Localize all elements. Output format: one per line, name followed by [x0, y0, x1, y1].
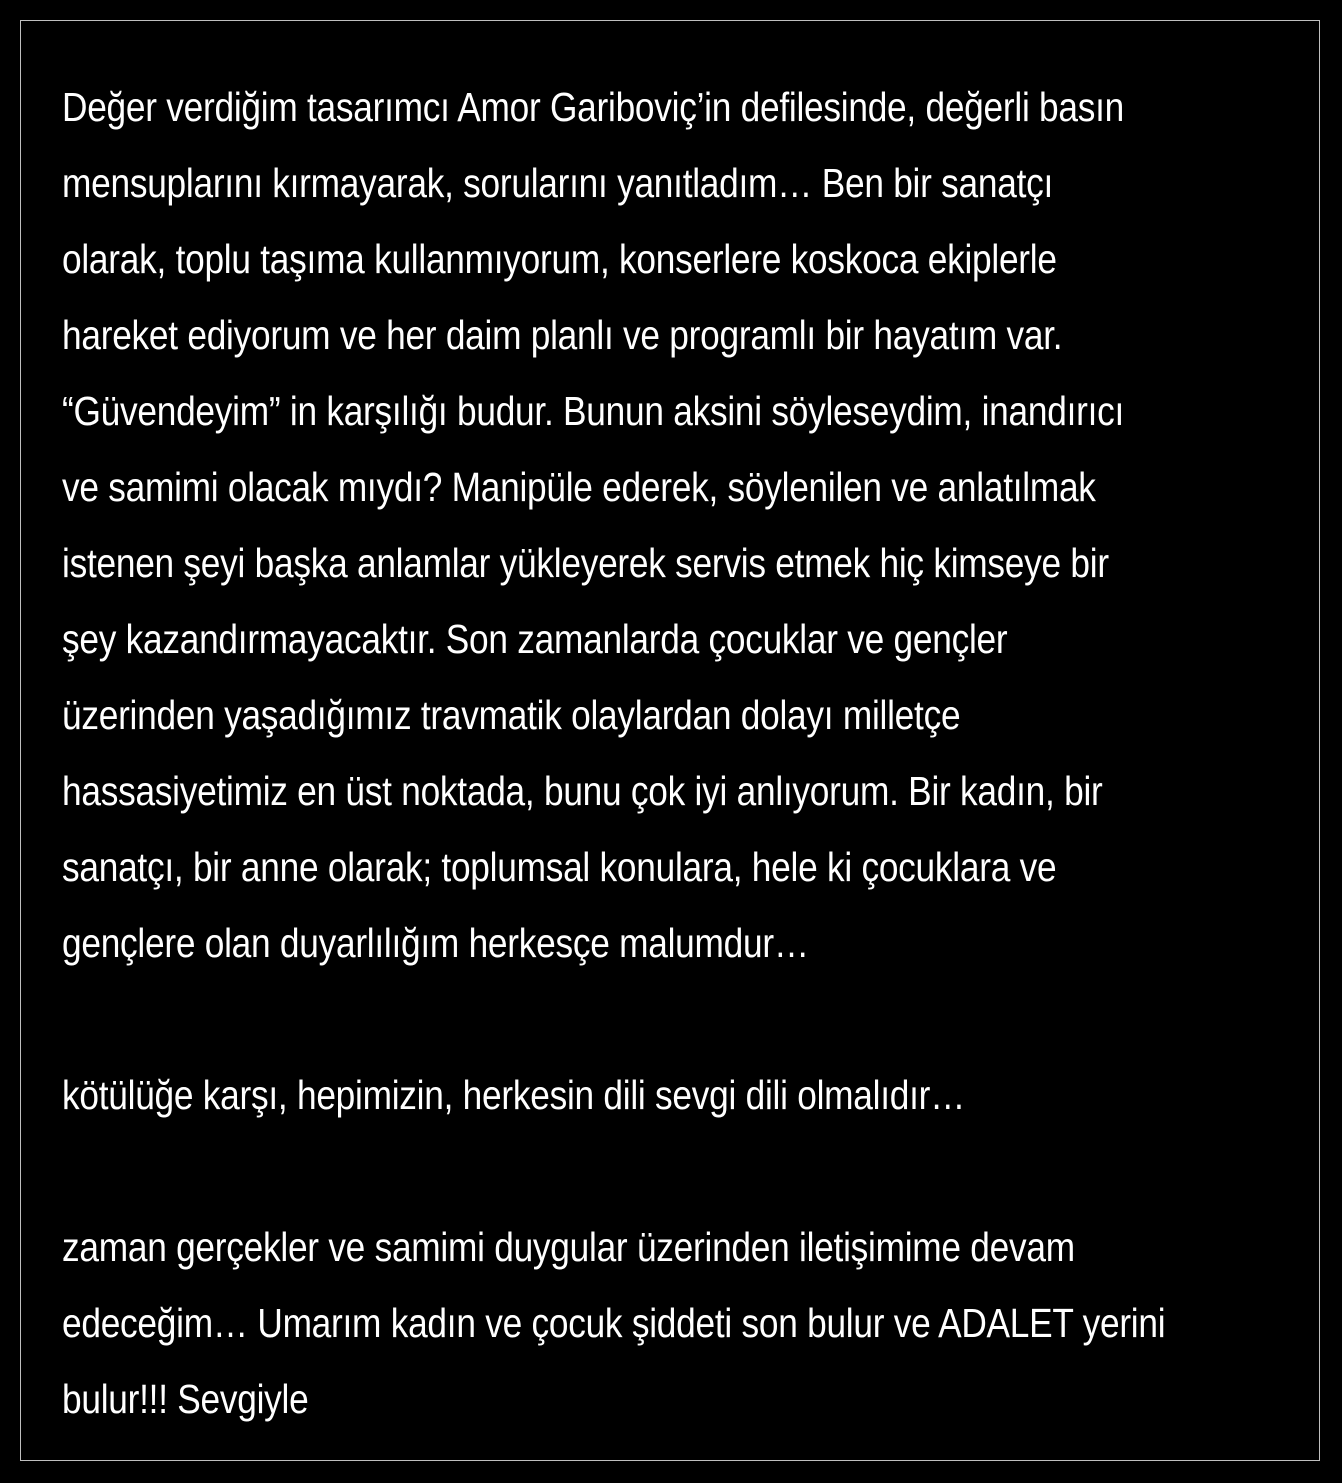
- text-line: şey kazandırmayacaktır. Son zamanlarda çocuklar ve gençler: [62, 616, 1008, 662]
- text-line: ve samimi olacak mıydı? Manipüle ederek, söylenilen ve anlatılmak: [62, 464, 1096, 510]
- text-line: sanatçı, bir anne olarak; toplumsal konulara, hele ki çocuklara ve: [62, 844, 1057, 890]
- text-line: olarak, toplu taşıma kullanmıyorum, konserlere koskoca ekiplerle: [62, 236, 1057, 282]
- statement-frame: [20, 20, 1320, 1461]
- paragraph-gap: [62, 1133, 1128, 1209]
- text-line: zaman gerçekler ve samimi duygular üzerinden iletişimime devam: [62, 1224, 1075, 1270]
- text-line: edeceğim… Umarım kadın ve çocuk şiddeti son bulur ve ADALET yerini: [62, 1300, 1166, 1346]
- text-line: kötülüğe karşı, hepimizin, herkesin dili sevgi dili olmalıdır…: [62, 1072, 966, 1118]
- text-line: Değer verdiğim tasarımcı Amor Gariboviç’in defilesinde, değerli basın: [62, 84, 1125, 130]
- text-line: mensuplarını kırmayarak, sorularını yanıtladım… Ben bir sanatçı: [62, 160, 1054, 206]
- text-line: hassasiyetimiz en üst noktada, bunu çok iyi anlıyorum. Bir kadın, bir: [62, 768, 1103, 814]
- text-line: gençlere olan duyarlılığım herkesçe malumdur…: [62, 920, 809, 966]
- paragraph-gap: [62, 981, 1128, 1057]
- text-line: “Güvendeyim” in karşılığı budur. Bunun aksini söyleseydim, inandırıcı: [62, 388, 1125, 434]
- statement-text: [62, 69, 1166, 1437]
- text-line: üzerinden yaşadığımız travmatik olaylardan dolayı milletçe: [62, 692, 961, 738]
- text-line: bulur!!! Sevgiyle: [62, 1376, 309, 1422]
- text-line: hareket ediyorum ve her daim planlı ve programlı bir hayatım var.: [62, 312, 1063, 358]
- text-line: istenen şeyi başka anlamlar yükleyerek servis etmek hiç kimseye bir: [62, 540, 1109, 586]
